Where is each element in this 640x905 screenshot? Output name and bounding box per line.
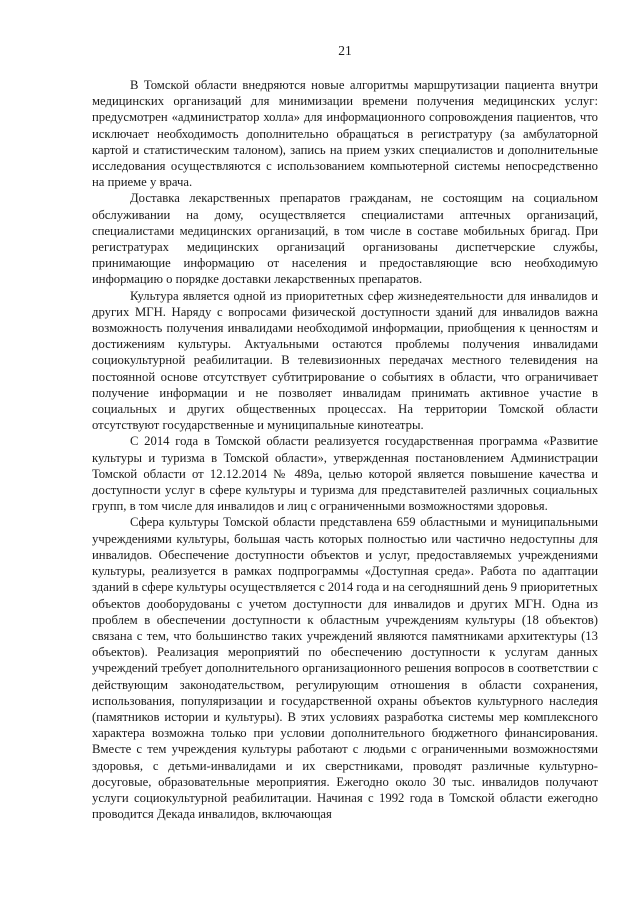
paragraph-drug-delivery: Доставка лекарственных препаратов гражданам, не состоящим на социальном обслуживании на дому, осуществляется специалистами аптечных организаций, специалистами медицинских организаций, в том числе в составе мобильных бригад. При регистратурах медицинских организаций организованы диспетчерские службы, принимающие информацию от населения и предоставляющие всю необходимую информацию о порядке доставки лекарственных препаратов. xyxy=(92,191,598,287)
paragraph-state-program: С 2014 года в Томской области реализуется государственная программа «Развитие культуры и туризма в Томской области», утвержденная постановлением Администрации Томской области от 12.12.2014 № 489а, целью которой является повышение качества и доступности услуг в сфере культуры и туризма для представителей различных социальных групп, в том числе для инвалидов и лиц с ограниченными возможностями здоровья. xyxy=(92,434,598,514)
page-number: 21 xyxy=(338,43,352,58)
paragraph-culture-access: Культура является одной из приоритетных сфер жизнедеятельности для инвалидов и других МГН. Наряду с вопросами физической доступности зданий для инвалидов важна возможность получения инвалидами необходимой информации, приобщения к ценностям и достижениям культуры. Актуальными остаются проблемы получения инвалидами социокультурной реабилитации. В телевизионных передачах местного телевидения на постоянной основе отсутствует субтитрирование о событиях в области, что ограничивает получение информации и не позволяет инвалидам принимать активное участие в социальных и других общественных процессах. На территории Томской области отсутствуют государственные и муниципальные кинотеатры. xyxy=(92,288,598,433)
body-text xyxy=(92,77,598,822)
paragraph-culture-institutions: Сфера культуры Томской области представлена 659 областными и муниципальными учреждениями культуры, большая часть которых полностью или частично недоступны для инвалидов. Обеспечение доступности объектов и услуг, предоставляемых учреждениями культуры, реализуется в рамках подпрограммы «Доступная среда». Работа по адаптации зданий в сфере культуры осуществляется с 2014 года и на сегодняшний день 9 приоритетных объектов дооборудованы с учетом доступности для инвалидов и других МГН. Одна из проблем в обеспечении доступности к областным учреждениям культуры (18 объектов) связана с тем, что большинство таких учреждений являются памятниками архитектуры (13 объектов). Реализация мероприятий по обеспечению доступности к услугам данных учреждений требует дополнительного организационного решения вопросов в соответствии с действующим законодательством, регулирующим отношения в области сохранения, использования, популяризации и государственной охраны объектов культурного наследия (памятников истории и культуры). В этих условиях разработка системы мер комплексного характера возможна только при условии дополнительного бюджетного финансирования. Вместе с тем учреждения культуры работают с людьми с ограниченными возможностями здоровья, с детьми-инвалидами и их сверстниками, проводят различные культурно-досуговые, образовательные мероприятия. Ежегодно около 30 тыс. инвалидов получают услуги социокультурной реабилитации. Начиная с 1992 года в Томской области ежегодно проводится Декада инвалидов, включающая xyxy=(92,515,598,822)
paragraph-patient-routing: В Томской области внедряются новые алгоритмы маршрутизации пациента внутри медицинских организаций для минимизации времени получения медицинских услуг: предусмотрен «администратор холла» для информационного сопровождения пациентов, что исключает необходимость дополнительно обращаться в регистратуру (за амбулаторной картой и статистическим талоном), запись на прием узких специалистов и дополнительные исследования осуществляются с использованием компьютерной системы непосредственно на приеме у врача. xyxy=(92,78,598,190)
